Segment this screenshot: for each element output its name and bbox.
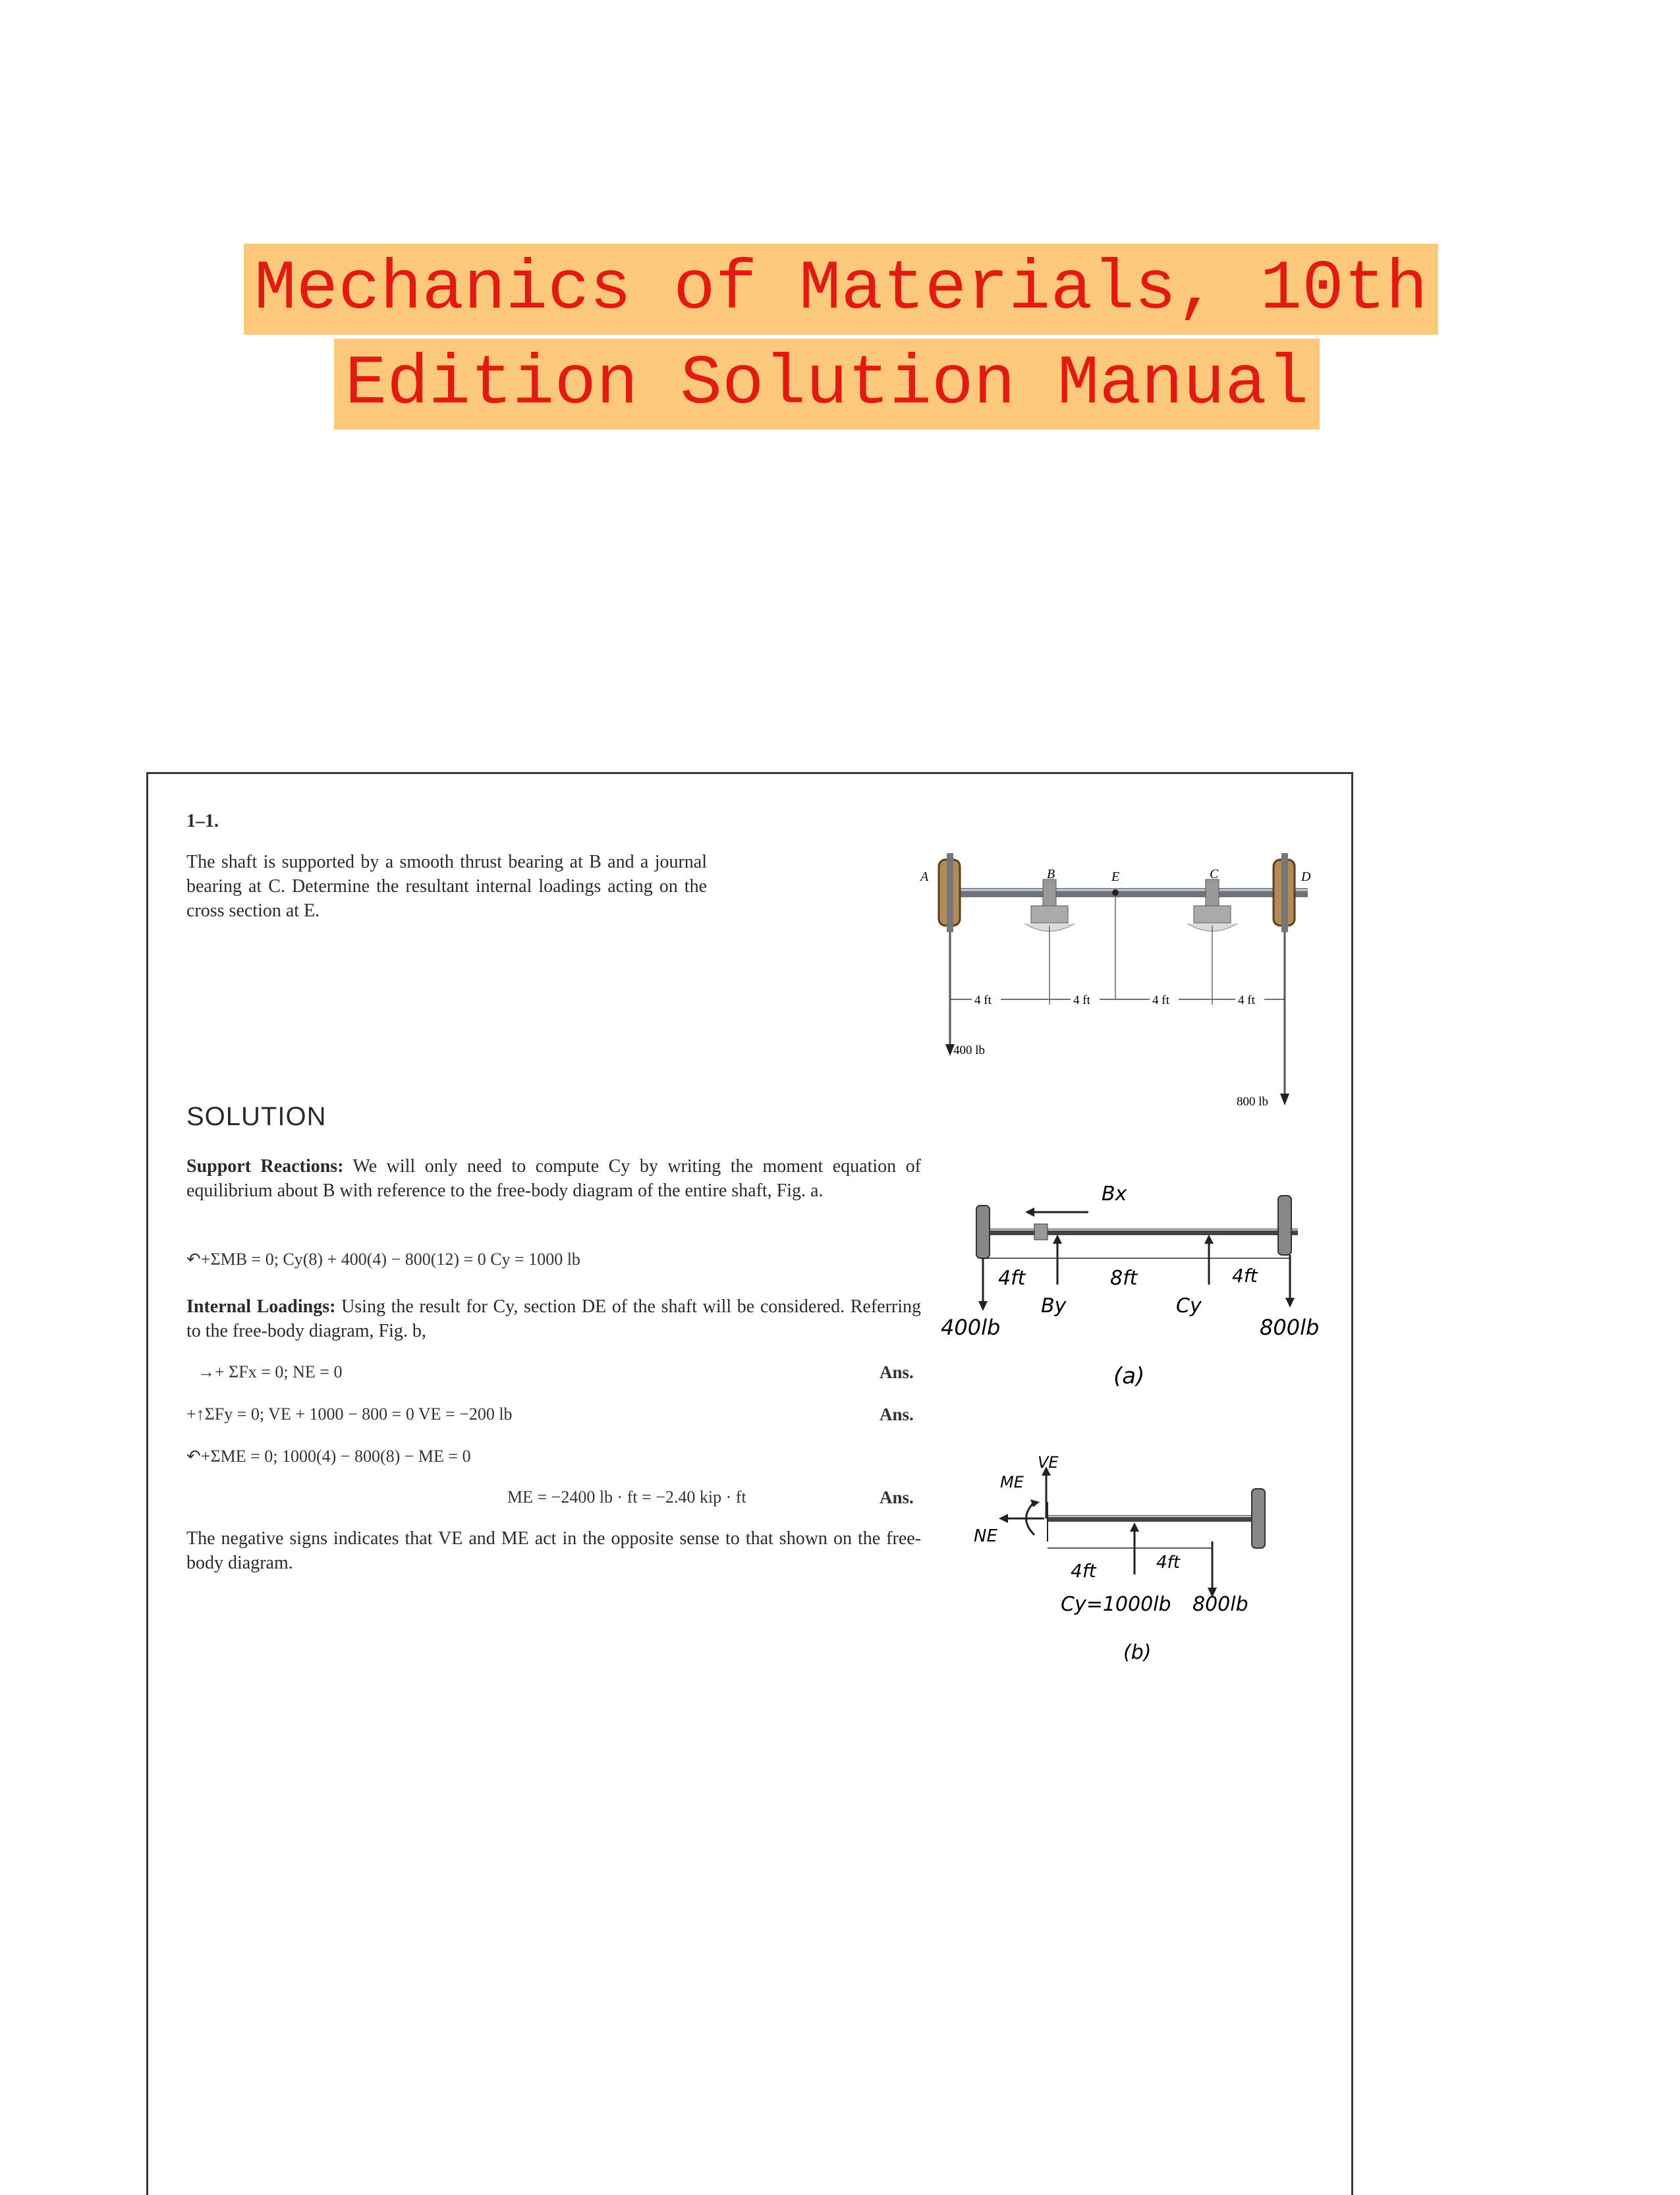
dim-3: 4 ft <box>1152 993 1169 1007</box>
problem-number: 1–1. <box>186 811 219 831</box>
ans-2: Ans. <box>880 1404 914 1424</box>
eq-fy: +↑ΣFy = 0; VE + 1000 − 800 = 0 VE = −200 lb <box>186 1404 513 1424</box>
label-A: A <box>920 870 929 884</box>
title-line-2: Edition Solution Manual <box>334 339 1319 430</box>
label-E: E <box>1111 870 1120 884</box>
support-reactions <box>186 1154 921 1203</box>
fbd-b-ve: VE <box>1038 1453 1059 1472</box>
fbd-a-cy: Cy <box>1176 1294 1202 1318</box>
internal-loadings <box>186 1294 921 1343</box>
fbd-b-800: 800lb <box>1192 1593 1248 1616</box>
eq-me: ↶+ΣME = 0; 1000(4) − 800(8) − ME = 0 <box>186 1447 471 1466</box>
support-label: Support Reactions: <box>186 1156 344 1177</box>
fbd-b <box>962 1449 1331 1713</box>
fbd-a-d3: 4ft <box>1232 1265 1258 1287</box>
cover-title <box>244 244 1428 433</box>
eq-me-result: ME = −2400 lb · ft = −2.40 kip · ft <box>507 1487 746 1507</box>
ans-1: Ans. <box>880 1362 914 1382</box>
fbd-a-d1: 4ft <box>998 1267 1026 1290</box>
fbd-b-cy: Cy=1000lb <box>1061 1593 1171 1616</box>
support-text: We will only need to compute Cy by writing the moment equation of equilibrium about B with reference to the free-body diagram of the entire shaft, Fig. a. <box>186 1156 921 1201</box>
fbd-b-d1: 4ft <box>1071 1560 1096 1582</box>
shaft-figure <box>912 847 1341 1163</box>
internal-label: Internal Loadings: <box>186 1296 336 1317</box>
dim-1: 4 ft <box>974 993 992 1007</box>
title-line-1: Mechanics of Materials, 10th <box>244 244 1438 335</box>
fbd-b-me: ME <box>1000 1473 1024 1491</box>
fbd-b-ne: NE <box>974 1526 997 1546</box>
label-B: B <box>1047 867 1055 881</box>
dim-2: 4 ft <box>1073 993 1090 1007</box>
fbd-a-400: 400lb <box>941 1315 1001 1340</box>
eq-moment-b: ↶+ΣMB = 0; Cy(8) + 400(4) − 800(12) = 0 Cy = 1000 lb <box>186 1250 580 1269</box>
solution-heading: SOLUTION <box>186 1102 327 1131</box>
fbd-b-caption: (b) <box>1123 1641 1152 1664</box>
load-800: 800 lb <box>1237 1095 1269 1109</box>
fbd-a-caption: (a) <box>1113 1363 1145 1389</box>
fbd-a-bx: Bx <box>1102 1182 1127 1206</box>
dim-4: 4 ft <box>1238 993 1255 1007</box>
fbd-b-d2: 4ft <box>1156 1553 1180 1572</box>
fbd-a <box>936 1166 1357 1443</box>
fbd-a-d2: 8ft <box>1110 1267 1138 1290</box>
problem-statement: The shaft is supported by a smooth thrust bearing at B and a journal bearing at C. Determine the resultant internal loadings acting on the cross section at E. <box>186 852 707 921</box>
internal-text: Using the result for Cy, section DE of the shaft will be considered. Referring to the free-body diagram, Fig. b, <box>186 1296 922 1341</box>
ans-3: Ans. <box>880 1487 914 1507</box>
closing-note: The negative signs indicates that VE and ME act in the opposite sense to that shown on the free-body diagram. <box>186 1528 921 1573</box>
label-D: D <box>1301 870 1311 884</box>
load-400: 400 lb <box>953 1043 986 1057</box>
label-C: C <box>1210 867 1219 881</box>
eq-fx: →+ ΣFx = 0; NE = 0 <box>198 1362 343 1381</box>
fbd-a-by: By <box>1041 1294 1067 1318</box>
fbd-a-800: 800lb <box>1260 1315 1320 1340</box>
